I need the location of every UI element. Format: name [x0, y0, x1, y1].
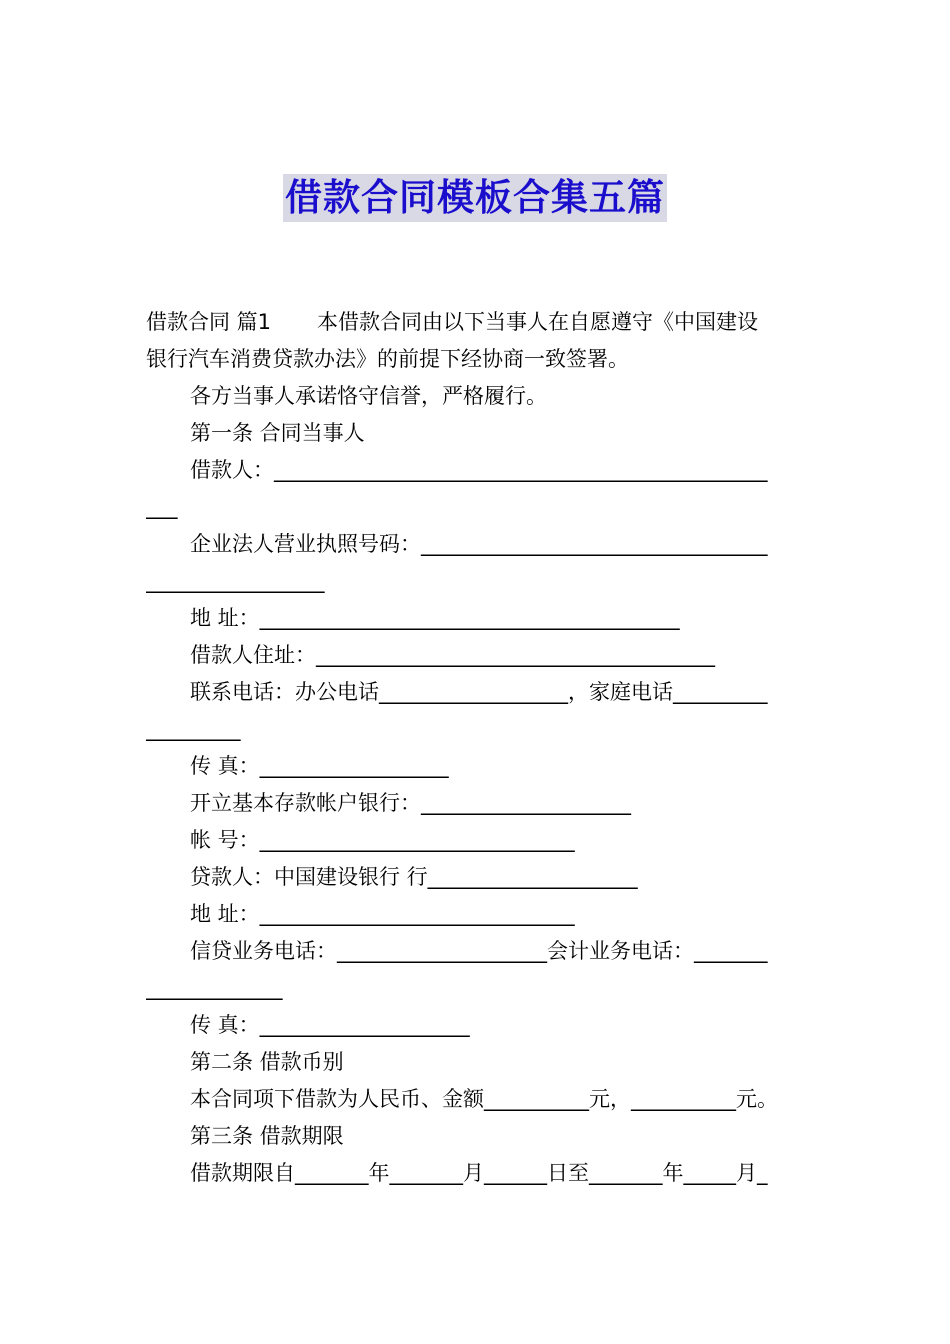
- paragraph-line: 各方当事人承诺恪守信誉，严格履行。: [190, 384, 547, 408]
- form-field-continuation: _________________: [146, 569, 325, 593]
- form-field-continuation: _________: [146, 717, 241, 741]
- form-field-line: 地 址：______________________________: [190, 902, 575, 926]
- paragraph-line: 银行汽车消费贷款办法》的前提下经协商一致签署。: [146, 347, 629, 371]
- form-field-continuation: ___: [146, 495, 178, 519]
- title-container: [0, 174, 950, 222]
- section-heading: 第一条 合同当事人: [190, 421, 365, 445]
- form-field-line: 地 址：________________________________________: [190, 606, 680, 630]
- paragraph-text: 本借款合同由以下当事人在自愿遵守《中国建设: [317, 310, 759, 334]
- section-heading: 第三条 借款期限: [190, 1124, 344, 1148]
- form-field-continuation: _____________: [146, 976, 283, 1000]
- form-field-line: 借款人：_______________________________________________: [190, 458, 768, 482]
- form-field-line: 信贷业务电话：____________________会计业务电话：_______: [190, 939, 768, 963]
- form-field-line: 传 真：__________________: [190, 754, 449, 778]
- form-field-line: 贷款人：中国建设银行 行____________________: [190, 865, 638, 889]
- article-heading: 借款合同 篇1: [146, 310, 272, 334]
- form-field-line: 帐 号：______________________________: [190, 828, 575, 852]
- form-field-line: 借款人住址：______________________________________: [190, 643, 715, 667]
- form-field-line: 开立基本存款帐户银行：____________________: [190, 791, 631, 815]
- form-field-line: 企业法人营业执照号码：_________________________________: [190, 532, 768, 556]
- section-heading: 第二条 借款币别: [190, 1050, 344, 1074]
- form-field-line: 传 真：____________________: [190, 1013, 470, 1037]
- first-line: [146, 309, 806, 335]
- document-title: 借款合同模板合集五篇: [283, 174, 667, 222]
- form-field-line: 联系电话：办公电话__________________，家庭电话_________: [190, 680, 768, 704]
- paragraph-line: 本合同项下借款为人民币、金额__________元，__________元。: [190, 1087, 778, 1111]
- paragraph-line: 借款期限自_______年_______月______日至_______年_____月_: [190, 1161, 768, 1185]
